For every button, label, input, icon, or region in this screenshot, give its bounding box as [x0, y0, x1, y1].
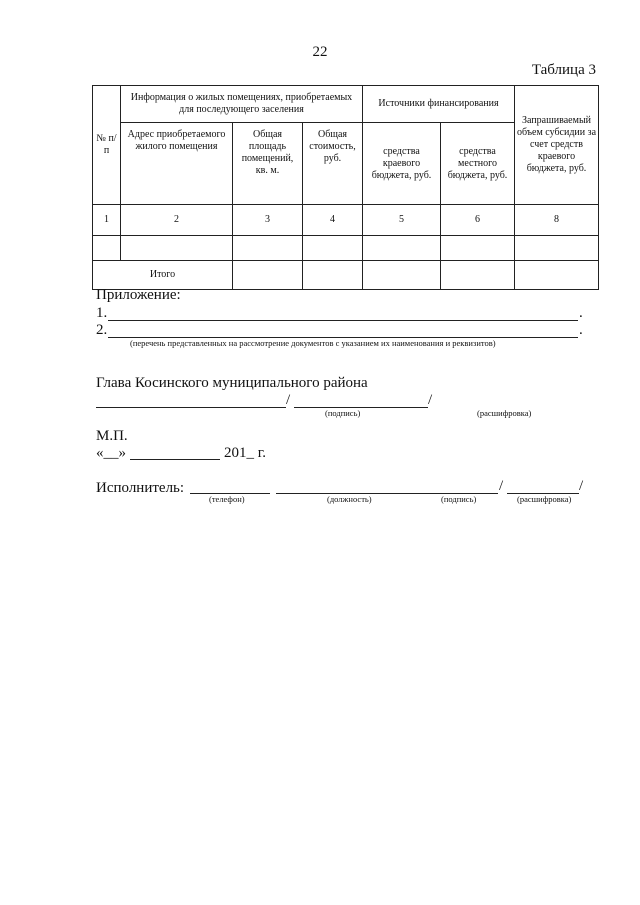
- date-year: 201_ г.: [224, 445, 266, 461]
- appendix-title: Приложение:: [96, 287, 181, 303]
- executor-position-label: (должность): [327, 494, 372, 504]
- table-cell: [93, 236, 121, 261]
- appendix-note: (перечень представленных на рассмотрение документов с указанием их наименования и реквизитов): [130, 338, 496, 348]
- total-label: Итого: [93, 261, 233, 290]
- header-info-group: Информация о жилых помещениях, приобретаемых для последующего заселения: [121, 86, 363, 123]
- executor-signature-label: (подпись): [441, 494, 477, 504]
- executor-slash-1: /: [499, 478, 504, 494]
- table-row: [93, 236, 599, 261]
- table-cell: [515, 261, 599, 290]
- date-day: «__»: [96, 445, 126, 461]
- head-decoding-line: [294, 407, 428, 408]
- header-subsidy: Запрашиваемый объем субсидии за счет средств краевого бюджета, руб.: [515, 86, 599, 205]
- table-cell: [515, 236, 599, 261]
- header-sources-group: Источники финансирования: [363, 86, 515, 123]
- appendix-dot-1: .: [579, 305, 583, 321]
- executor-decoding-label: (расшифровка): [517, 494, 572, 504]
- table-cell: [303, 261, 363, 290]
- funding-table: [92, 85, 599, 290]
- header-area: Общая площадь помещений, кв. м.: [233, 123, 303, 205]
- total-row: [93, 261, 599, 290]
- executor-slash-2: /: [579, 478, 584, 494]
- header-address: Адрес приобретаемого жилого помещения: [121, 123, 233, 205]
- table-cell: [233, 236, 303, 261]
- stamp-mp: М.П.: [96, 428, 128, 444]
- table-cell: [121, 236, 233, 261]
- executor-label: Исполнитель:: [96, 480, 185, 496]
- header-np: № п/п: [93, 86, 121, 205]
- column-number: 6: [441, 205, 515, 236]
- column-number: 2: [121, 205, 233, 236]
- column-number: 8: [515, 205, 599, 236]
- header-local: средства местного бюджета, руб.: [441, 123, 515, 205]
- head-slash-2: /: [428, 392, 433, 408]
- column-number: 3: [233, 205, 303, 236]
- executor-phone-label: (телефон): [209, 494, 245, 504]
- appendix-dot-2: .: [579, 322, 583, 338]
- head-decoding-label: (расшифровка): [477, 408, 532, 418]
- header-cost: Общая стоимость, руб.: [303, 123, 363, 205]
- head-title: Глава Косинского муниципального района: [96, 375, 368, 391]
- column-number: 4: [303, 205, 363, 236]
- date-month-line: [130, 459, 220, 460]
- head-signature-line: [96, 407, 286, 408]
- page-number: 22: [312, 44, 328, 60]
- header-regional: средства краевого бюджета, руб.: [363, 123, 441, 205]
- column-number: 5: [363, 205, 441, 236]
- column-number: 1: [93, 205, 121, 236]
- head-signature-label: (подпись): [325, 408, 361, 418]
- table-cell: [363, 236, 441, 261]
- table-cell: [441, 261, 515, 290]
- head-slash-1: /: [286, 392, 291, 408]
- table-cell: [441, 236, 515, 261]
- table-cell: [303, 236, 363, 261]
- appendix-line-1: [108, 320, 578, 321]
- table-label: Таблица 3: [531, 62, 596, 78]
- appendix-item-1: 1.: [96, 305, 108, 321]
- table-cell: [363, 261, 441, 290]
- appendix-item-2: 2.: [96, 322, 108, 338]
- table-cell: [233, 261, 303, 290]
